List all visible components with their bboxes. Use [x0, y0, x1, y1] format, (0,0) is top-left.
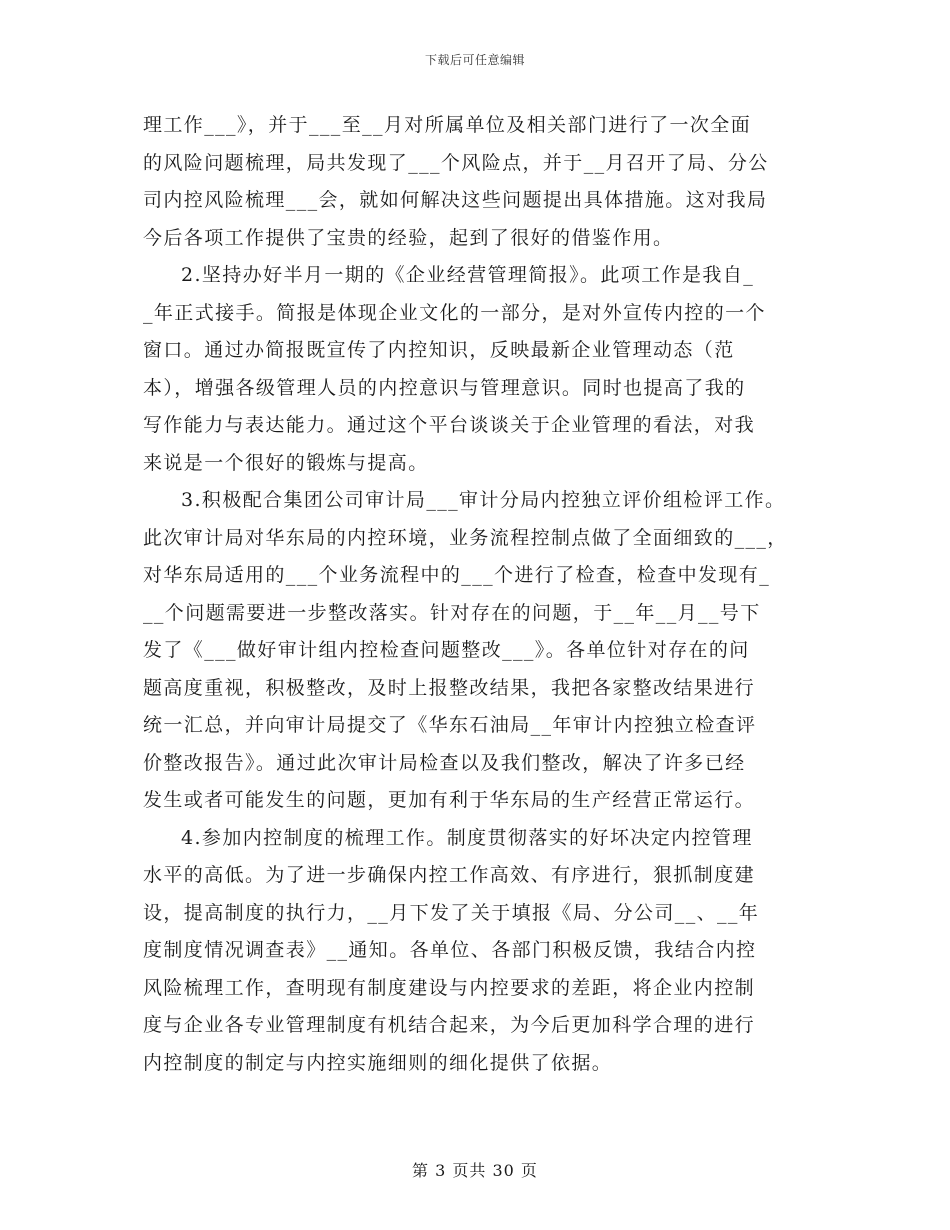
paragraph-line: 窗口。通过办简报既宣传了内控知识，反映最新企业管理动态（范	[143, 339, 735, 361]
paragraph-line: 风险梳理工作，查明现有制度建设与内控要求的差距，将企业内控制	[143, 976, 756, 999]
page-number-footer: 第 3 页共 30 页	[412, 1161, 538, 1180]
page-header: 下载后可任意编辑	[424, 53, 525, 67]
paragraph-line: 水平的高低。为了进一步确保内控工作高效、有序进行，狠抓制度建	[143, 864, 756, 886]
paragraph-line: 来说是一个很好的锻炼与提高。	[143, 451, 429, 474]
paragraph-line: 度制度情况调查表》__通知。各单位、各部门积极反馈，我结合内控	[143, 939, 757, 961]
paragraph-line: 发生或者可能发生的问题，更加有利于华东局的生产经营正常运行。	[143, 789, 756, 811]
paragraph-first-line: 2.坚持办好半月一期的《企业经营管理简报》。此项工作是我自_	[181, 264, 755, 286]
paragraph-line: 度与企业各专业管理制度有机结合起来，为今后更加科学合理的进行	[143, 1014, 756, 1036]
document-body	[143, 107, 813, 1082]
paragraph-line: 对华东局适用的___个业务流程中的___个进行了检查，检查中发现有_	[143, 564, 771, 586]
paragraph-line: 题高度重视，积极整改，及时上报整改结果，我把各家整改结果进行	[143, 676, 756, 699]
paragraph-line: __个问题需要进一步整改落实。针对存在的问题，于__年__月__号下	[143, 601, 761, 624]
paragraph-line: 本），增强各级管理人员的内控意识与管理意识。同时也提高了我的	[143, 376, 746, 399]
paragraph-line: 的风险问题梳理，局共发现了___个风险点，并于__月召开了局、分公	[143, 151, 769, 174]
paragraph-line: 写作能力与表达能力。通过这个平台谈谈关于企业管理的看法，对我	[143, 414, 756, 436]
paragraph-line: 内控制度的制定与内控实施细则的细化提供了依据。	[143, 1051, 613, 1074]
paragraph-line: 发了《___做好审计组内控检查问题整改___》。各单位针对存在的问	[143, 639, 750, 661]
paragraph-line: 今后各项工作提供了宝贵的经验，起到了很好的借鉴作用。	[143, 226, 674, 249]
paragraph-line: 统一汇总，并向审计局提交了《华东石油局__年审计内控独立检查评	[143, 714, 757, 736]
paragraph-line: 此次审计局对华东局的内控环境，业务流程控制点做了全面细致的___，	[143, 526, 788, 549]
paragraph-line: _年正式接手。简报是体现企业文化的一部分，是对外宣传内控的一个	[143, 301, 766, 324]
paragraph-first-line: 4.参加内控制度的梳理工作。制度贯彻落实的好坏决定内控管理	[181, 826, 753, 849]
paragraph-line: 设，提高制度的执行力，__月下发了关于填报《局、分公司__、__年	[143, 901, 760, 924]
paragraph-first-line: 3.积极配合集团公司审计局___审计分局内控独立评价组检评工作。	[181, 489, 786, 511]
paragraph-line: 司内控风险梳理___会，就如何解决这些问题提出具体措施。这对我局	[143, 189, 768, 211]
paragraph-line: 理工作___》，并于___至__月对所属单位及相关部门进行了一次全面	[143, 114, 752, 136]
paragraph-line: 价整改报告》。通过此次审计局检查以及我们整改，解决了许多已经	[143, 751, 746, 774]
